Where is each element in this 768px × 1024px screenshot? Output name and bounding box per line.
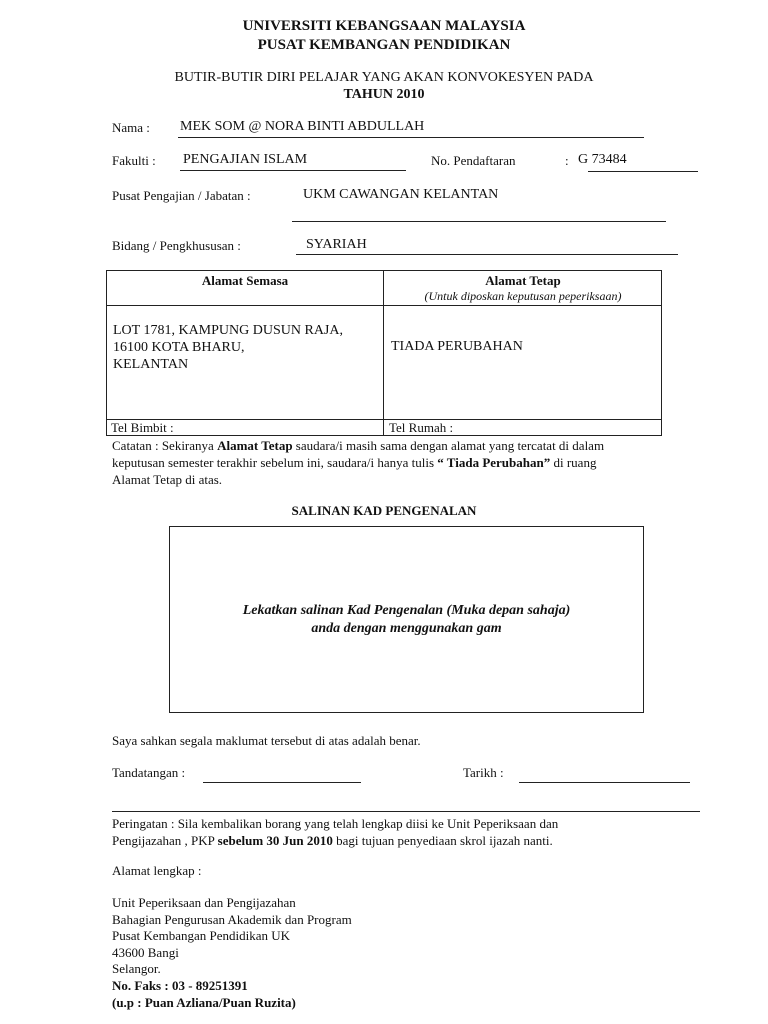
return-address-line: Selangor. <box>112 961 161 977</box>
university-title: UNIVERSITI KEBANGSAAN MALAYSIA <box>242 18 526 34</box>
jabatan-field[interactable]: UKM CAWANGAN KELANTAN <box>303 187 499 202</box>
ic-instruction-line1: Lekatkan salinan Kad Pengenalan (Muka depan sahaja) <box>242 603 571 618</box>
tel-row-divider <box>383 420 384 435</box>
jabatan-label: Pusat Pengajian / Jabatan : <box>112 188 251 203</box>
tandatangan-label: Tandatangan : <box>112 765 186 780</box>
fax-number: No. Faks : 03 - 89251391 <box>112 977 248 993</box>
ic-section-title: SALINAN KAD PENGENALAN <box>291 503 477 518</box>
note-bold: “ Tiada Perubahan” <box>437 455 551 470</box>
return-address-line: Bahagian Pengurusan Akademik dan Program <box>112 911 352 927</box>
tandatangan-field[interactable] <box>203 782 361 783</box>
permanent-address[interactable]: TIADA PERUBAHAN <box>391 339 523 354</box>
peringatan-note <box>112 815 656 849</box>
warning-text: Pengijazahan , PKP <box>112 833 218 848</box>
ic-instruction-line2: anda dengan menggunakan gam <box>311 621 502 636</box>
nama-field[interactable]: MEK SOM @ NORA BINTI ABDULLAH <box>180 119 425 134</box>
address-table-header-line <box>107 305 661 306</box>
return-address-block <box>112 895 352 1011</box>
form-year: TAHUN 2010 <box>343 87 425 102</box>
current-address-line: KELANTAN <box>113 357 189 372</box>
no-pendaftaran-colon: : <box>565 153 569 168</box>
note-text: Alamat Tetap di atas. <box>112 472 223 487</box>
note-text: di ruang <box>550 455 597 470</box>
return-address-line: 43600 Bangi <box>112 944 179 960</box>
no-pendaftaran-field[interactable]: G 73484 <box>578 152 627 167</box>
attention-line: (u.p : Puan Azliana/Puan Ruzita) <box>112 994 296 1010</box>
centre-title: PUSAT KEMBANGAN PENDIDIKAN <box>257 37 511 53</box>
tarikh-label: Tarikh : <box>463 765 504 780</box>
fakulti-field[interactable]: PENGAJIAN ISLAM <box>183 152 308 167</box>
current-address-line: 16100 KOTA BHARU, <box>113 340 245 355</box>
tel-bimbit-label[interactable]: Tel Bimbit : <box>111 420 174 435</box>
note-text: keputusan semester terakhir sebelum ini, saudara/i hanya tulis <box>112 455 438 470</box>
return-address-line: Pusat Kembangan Pendidikan UK <box>112 928 291 944</box>
fakulti-label: Fakulti : <box>112 153 156 168</box>
alamat-lengkap-label: Alamat lengkap : <box>112 863 202 878</box>
tel-row <box>106 420 662 436</box>
fakulti-underline <box>180 170 406 171</box>
bidang-label: Bidang / Pengkhususan : <box>112 238 241 253</box>
return-address-line: Unit Peperiksaan dan Pengijazahan <box>112 895 296 910</box>
no-pendaftaran-label: No. Pendaftaran <box>431 153 516 168</box>
bidang-underline <box>296 254 678 255</box>
nama-label: Nama : <box>112 120 150 135</box>
current-address-line: LOT 1781, KAMPUNG DUSUN RAJA, <box>113 323 343 338</box>
note-text: Catatan : Sekiranya <box>112 438 218 453</box>
bidang-field[interactable]: SYARIAH <box>306 237 367 252</box>
address-table <box>106 270 662 420</box>
warning-deadline: sebelum 30 Jun 2010 <box>217 833 333 848</box>
ic-copy-box[interactable] <box>169 526 644 713</box>
alamat-semasa-header: Alamat Semasa <box>201 273 289 288</box>
note-text: saudara/i masih sama dengan alamat yang tercatat di dalam <box>292 438 605 453</box>
no-pendaftaran-underline <box>588 171 698 172</box>
declaration-text: Saya sahkan segala maklumat tersebut di atas adalah benar. <box>112 733 421 748</box>
current-address-block[interactable] <box>113 322 343 373</box>
tarikh-field[interactable] <box>519 782 690 783</box>
form-subtitle: BUTIR-BUTIR DIRI PELAJAR YANG AKAN KONVOKESYEN PADA <box>174 70 594 85</box>
tel-rumah-label[interactable]: Tel Rumah : <box>389 420 454 435</box>
warning-text: Peringatan : Sila kembalikan borang yang telah lengkap diisi ke Unit Peperiksaan dan <box>112 816 559 831</box>
section-divider <box>112 811 700 812</box>
nama-underline <box>178 137 644 138</box>
alamat-tetap-subheader: (Untuk diposkan keputusan peperiksaan) <box>424 289 622 303</box>
alamat-tetap-header: Alamat Tetap <box>485 273 561 288</box>
warning-text: bagi tujuan penyediaan skrol ijazah nanti. <box>332 833 553 848</box>
catatan-note <box>112 437 656 488</box>
jabatan-underline <box>292 221 666 222</box>
note-bold: Alamat Tetap <box>217 438 293 453</box>
